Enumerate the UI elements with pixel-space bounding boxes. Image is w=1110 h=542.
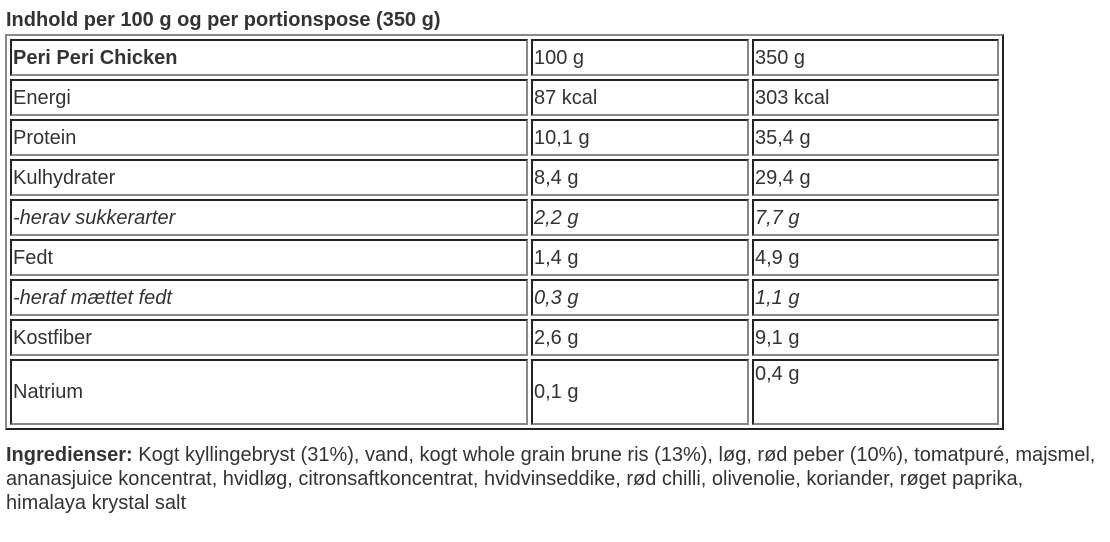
table-row (10, 239, 999, 276)
table-row (10, 79, 999, 116)
table-row (10, 199, 999, 236)
value-100g: 0,3 g (531, 279, 749, 316)
value-100g: 1,4 g (531, 239, 749, 276)
nutrition-title: Indhold per 100 g og per portionspose (350 g) (6, 9, 441, 31)
ingredients-paragraph (6, 443, 1106, 515)
table-row (10, 359, 999, 425)
value-350g: 4,9 g (752, 239, 999, 276)
header-product: Peri Peri Chicken (10, 39, 528, 76)
row-label: Fedt (10, 239, 528, 276)
row-label: Energi (10, 79, 528, 116)
value-100g: 0,1 g (531, 359, 749, 425)
value-350g: 35,4 g (752, 119, 999, 156)
value-350g: 1,1 g (752, 279, 999, 316)
header-100g: 100 g (531, 39, 749, 76)
value-100g: 87 kcal (531, 79, 749, 116)
value-100g: 2,2 g (531, 199, 749, 236)
value-350g: 0,4 g (752, 359, 999, 425)
value-350g: 7,7 g (752, 199, 999, 236)
value-100g: 2,6 g (531, 319, 749, 356)
table-row (10, 279, 999, 316)
value-100g: 8,4 g (531, 159, 749, 196)
row-label: Kulhydrater (10, 159, 528, 196)
ingredients-text: Kogt kyllingebryst (31%), vand, kogt whole grain brune ris (13%), løg, rød peber (10%), tomatpuré, majsmel, ananasjuice koncentrat, hvidløg, citronsaftkoncentrat, hvidvinseddike, rød chilli, olivenolie, koriander, røget paprika, himalaya krystal salt (6, 444, 1096, 514)
row-label: Protein (10, 119, 528, 156)
table-row (10, 159, 999, 196)
nutrition-table (5, 34, 1004, 430)
value-100g: 10,1 g (531, 119, 749, 156)
ingredients-label: Ingredienser: (6, 444, 133, 466)
row-label: Kostfiber (10, 319, 528, 356)
value-350g: 303 kcal (752, 79, 999, 116)
table-row (10, 319, 999, 356)
row-label: Natrium (10, 359, 528, 425)
value-350g: 29,4 g (752, 159, 999, 196)
table-header-row (10, 39, 999, 76)
table-row (10, 119, 999, 156)
row-label: -heraf mættet fedt (10, 279, 528, 316)
value-350g: 9,1 g (752, 319, 999, 356)
row-label: -herav sukkerarter (10, 199, 528, 236)
header-350g: 350 g (752, 39, 999, 76)
